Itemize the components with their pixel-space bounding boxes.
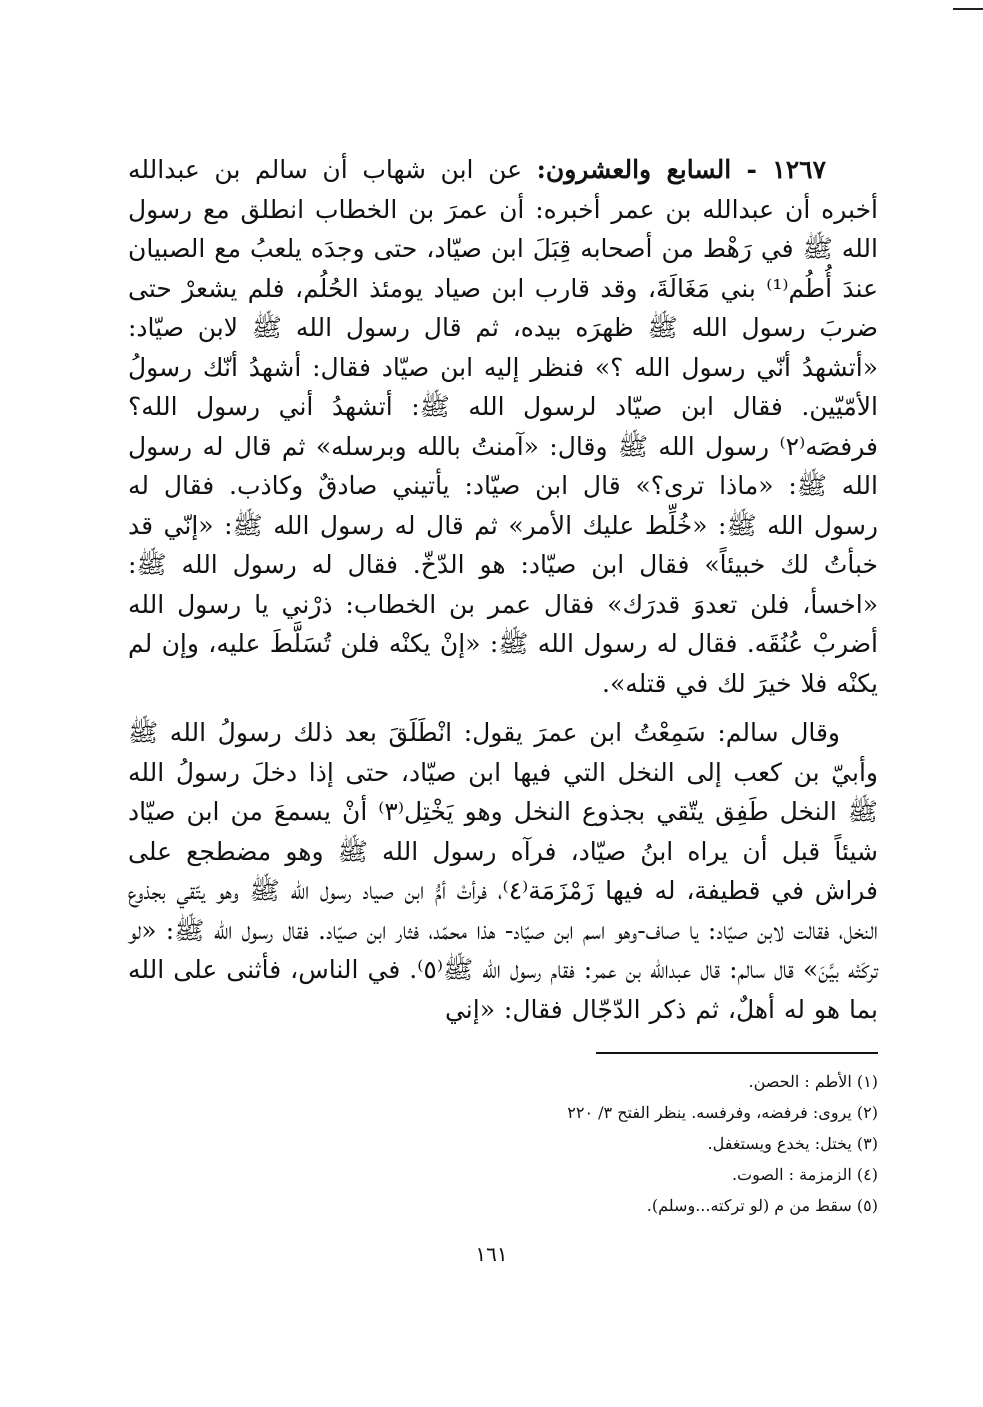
- footnote-separator: [596, 1052, 878, 1054]
- main-text-body: [128, 150, 878, 1029]
- hadith-number: ١٢٦٧ - السابع والعشرون:: [536, 155, 826, 184]
- footnote-5: (٥) سقط من م (لو تركته...وسلم).: [646, 1196, 878, 1215]
- footnote-2: (٢) يروى: فرفضه، وفرفسه. ينظر الفتح ٣/ ٢٢٠: [567, 1103, 878, 1122]
- footnote-3: (٣) يختل: يخدع ويستغفل.: [707, 1134, 878, 1153]
- paragraph-1-text: عن ابن شهاب أن سالم بن عبدالله أخبره أن عبدالله بن عمر أخبره: أن عمرَ بن الخطاب انطلق مع رسول الله ﷺ في رَهْط من أصحابه قِبَلَ ابن صيّاد، حتى وجدَه يلعبُ مع الصبيان عندَ أُطُم⁽¹⁾ بني مَغَالَةَ، وقد قارب ابن صياد يومئذ الحُلُم، فلم يشعرْ حتى ضربَ رسول الله ﷺ ظهرَه بيده، ثم قال رسول الله ﷺ لابن صيّاد: «أتشهدُ أنّي رسول الله ؟» فنظر إليه ابن صيّاد فقال: أشهدُ أنّك رسولُ الأمّيّين. فقال ابن صيّاد لرسول الله ﷺ: أتشهدُ أني رسول الله؟فرفصَه⁽٢⁾ رسول الله ﷺ وقال: «آمنتُ بالله وبرسله» ثم قال له رسول الله ﷺ: «ماذا ترى؟» قال ابن صيّاد: يأتيني صادقٌ وكاذب. فقال له رسول الله ﷺ: «خُلِّط عليك الأمر» ثم قال له رسول الله ﷺ: «إنّي قد خبأتُ لك خبيئاً» فقال ابن صيّاد: هو الدّخّ. فقال له رسول الله ﷺ: «اخسأ، فلن تعدوَ قدرَك» فقال عمر بن الخطاب: ذرْني يا رسول الله أضربْ عُنُقَه. فقال له رسول الله ﷺ: «إنْ يكنْه فلن تُسَلَّطَ عليه، وإن لم يكنْه فلا خيرَ لك في قتله».: [128, 155, 879, 698]
- footnote-4: (٤) الزمزمة : الصوت.: [731, 1165, 878, 1184]
- paragraph-2-text: وقال سالم: سَمِعْتُ ابن عمرَ يقول: انْطَلَقَ بعد ذلك رسولُ الله ﷺ وأبيّ بن كعب إلى النخل التي فيها ابن صيّاد، حتى إذا دخلَ رسولُ الله ﷺ النخل طَفِق يتّقي بجذوع النخل وهو يَخْتِل⁽٣⁾ أنْ يسمعَ من ابن صيّاد شيئاً قبل أن يراه ابنُ صيّاد، فرآه رسول الله ﷺ وهو مضطجع على فراش في قطيفة، له فيها زَمْزَمَة⁽٤⁾، فرأتْ أمُّ ابن صياد رسول الله ﷺ وهو يتّقي بجذوع النخل، فقالت لابن صيّاد: يا صاف-وهو اسم ابن صيّاد- هذا محمّد، فثار ابن صيّاد. فقال رسول الله ﷺ: «لو تركَتْه بيَّنَ» قال سالم: قال عبدالله بن عمر: فقام رسول الله ﷺ⁽٥⁾. في الناس، فأثنى على الله بما هو له أهلٌ، ثم ذكر الدّجّال فقال: «إني: [128, 718, 879, 1024]
- page-number: ١٦١: [475, 1242, 508, 1266]
- footnote-1: (١) الأطم : الحصن.: [748, 1072, 878, 1091]
- footnotes-section: [400, 1066, 878, 1221]
- paragraph-2: [128, 713, 878, 1029]
- corner-scan-mark: [953, 8, 983, 10]
- paragraph-1: [128, 150, 878, 703]
